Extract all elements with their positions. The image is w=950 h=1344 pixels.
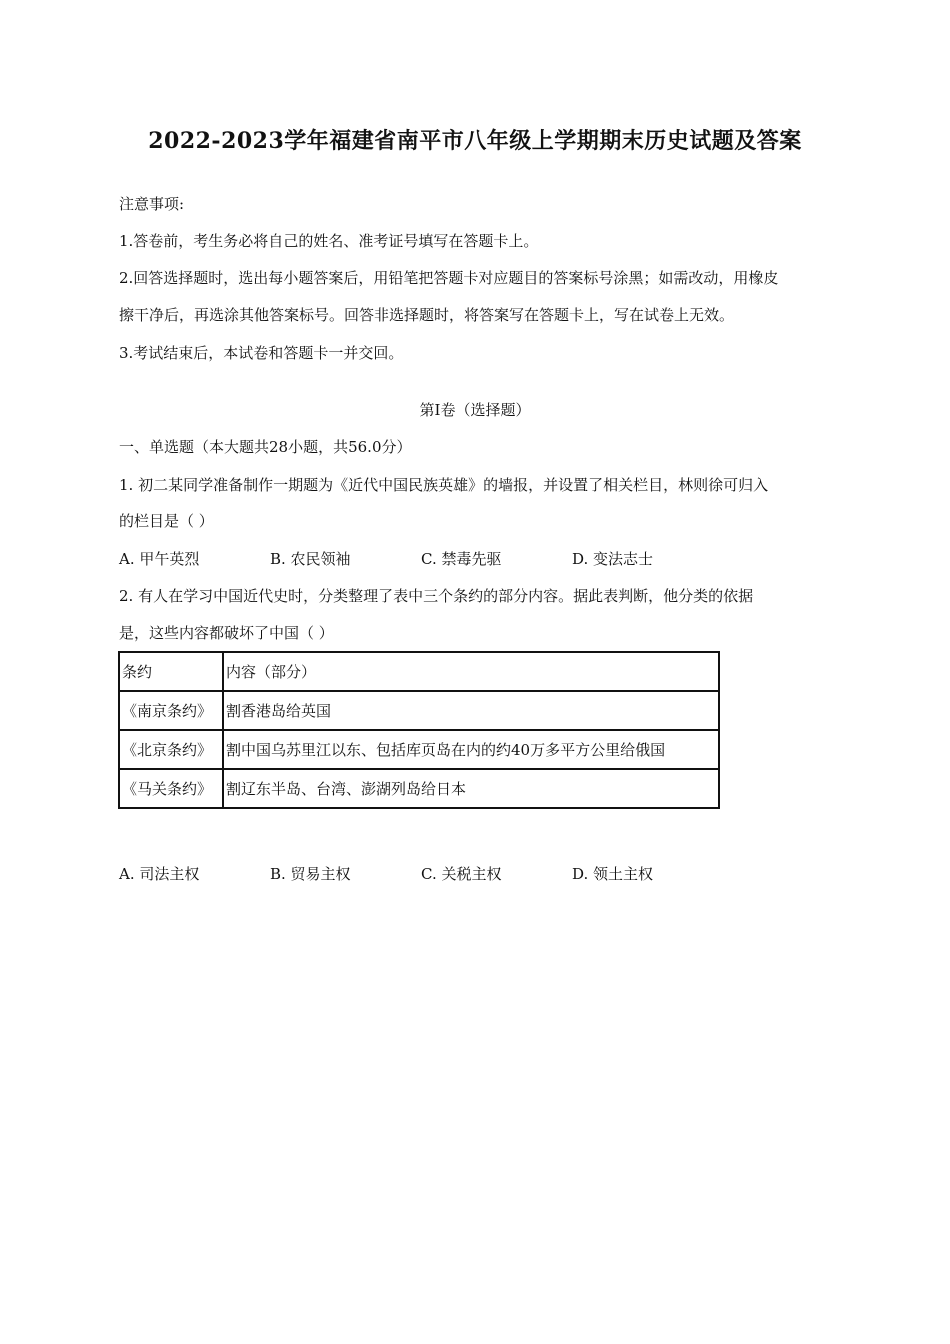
question-2-line-2: 是，这些内容都破坏了中国（ ） xyxy=(119,624,334,642)
table-header-row xyxy=(119,652,719,691)
notice-item-1: 1.答卷前，考生务必将自己的姓名、准考证号填写在答题卡上。 xyxy=(119,232,539,250)
table-cell: 割中国乌苏里江以东、包括库页岛在内的约40万多平方公里给俄国 xyxy=(223,730,719,769)
table-row xyxy=(119,691,719,730)
table-cell: 《北京条约》 xyxy=(119,730,223,769)
notice-heading: 注意事项: xyxy=(119,195,185,213)
table-row xyxy=(119,730,719,769)
question-1-line-2: 的栏目是（ ） xyxy=(119,512,214,530)
notice-item-2-line-2: 擦干净后，再选涂其他答案标号。回答非选择题时，将答案写在答题卡上，写在试卷上无效。 xyxy=(119,306,735,324)
q1-option-a: A. 甲午英烈 xyxy=(119,550,200,568)
q1-option-b: B. 农民领袖 xyxy=(270,550,351,568)
treaty-table xyxy=(118,651,720,809)
table-row xyxy=(119,769,719,808)
notice-item-3: 3.考试结束后，本试卷和答题卡一并交回。 xyxy=(119,344,404,362)
q2-option-d: D. 领土主权 xyxy=(572,865,654,883)
q2-option-b: B. 贸易主权 xyxy=(270,865,351,883)
question-1-line-1: 1. 初二某同学准备制作一期题为《近代中国民族英雄》的墙报，并设置了相关栏目，林则徐可归入 xyxy=(119,476,769,494)
q2-option-c: C. 关税主权 xyxy=(421,865,502,883)
table-cell: 割香港岛给英国 xyxy=(223,691,719,730)
table-cell: 《南京条约》 xyxy=(119,691,223,730)
q2-option-a: A. 司法主权 xyxy=(119,865,200,883)
notice-item-2-line-1: 2.回答选择题时，选出每小题答案后，用铅笔把答题卡对应题目的答案标号涂黑；如需改动，用橡皮 xyxy=(119,269,779,287)
part-title: 一、单选题（本大题共28小题，共56.0分） xyxy=(119,438,412,456)
section-title: 第Ⅰ卷（选择题） xyxy=(419,401,531,419)
table-header-cell: 内容（部分） xyxy=(223,652,719,691)
q1-option-c: C. 禁毒先驱 xyxy=(421,550,502,568)
table-cell: 割辽东半岛、台湾、澎湖列岛给日本 xyxy=(223,769,719,808)
document-title: 2022-2023学年福建省南平市八年级上学期期末历史试题及答案 xyxy=(148,128,802,154)
question-2-line-1: 2. 有人在学习中国近代史时，分类整理了表中三个条约的部分内容。据此表判断，他分类的依据 xyxy=(119,587,754,605)
q1-option-d: D. 变法志士 xyxy=(572,550,654,568)
table-cell: 《马关条约》 xyxy=(119,769,223,808)
table-header-cell: 条约 xyxy=(119,652,223,691)
